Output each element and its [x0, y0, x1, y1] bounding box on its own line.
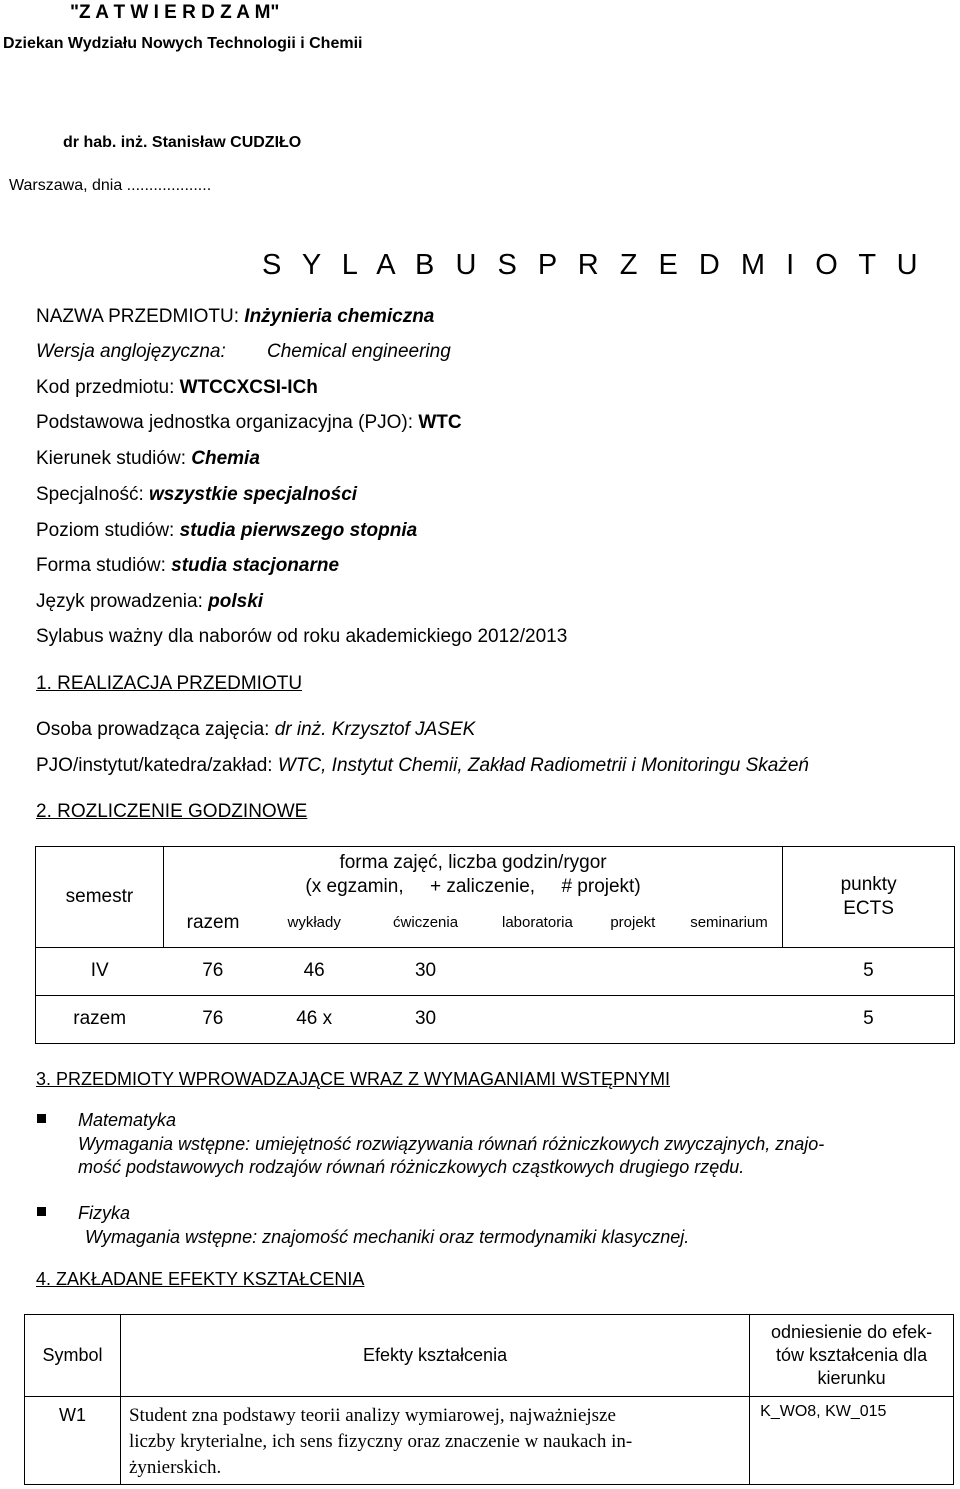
prereq-subject-1: Matematyka [78, 1110, 177, 1130]
odniesienie-header [750, 1315, 954, 1397]
bullet-icon [37, 1114, 46, 1123]
date-line: Warszawa, dnia ................... [9, 177, 212, 194]
row-projekt [590, 947, 676, 995]
level-value: studia pierwszego stopnia [179, 520, 418, 541]
specialty-line [36, 484, 357, 506]
prereq-req-1a: Wymagania wstępne: umiejętność rozwiązywania równań różniczkowych zwyczajnych, znajo- [78, 1134, 825, 1154]
forma-header [163, 847, 782, 900]
outcome-line-2: liczby kryterialne, ich sens fizyczny oraz znaczenie w naukach in- [128, 1431, 633, 1452]
row-semestr: IV [36, 947, 164, 995]
projekt-header: projekt [590, 899, 676, 947]
table-row [36, 995, 955, 1043]
signer-name: dr hab. inż. Stanisław CUDZIŁO [63, 134, 302, 151]
efekty-header: Efekty kształcenia [120, 1315, 749, 1397]
lecturer-line [36, 719, 475, 741]
ects-line-2: ECTS [843, 897, 894, 919]
row-semestr: razem [36, 995, 164, 1043]
hours-table [35, 846, 955, 1044]
row-razem: 76 [163, 995, 262, 1043]
ects-line-1: punkty [840, 873, 897, 895]
dean-title: Dziekan Wydziału Nowych Technologii i Chemii [3, 35, 363, 52]
course-code-value: WTCCXCSI-ICh [179, 377, 318, 398]
row-laboratoria [485, 995, 590, 1043]
odniesienie-line-1: odniesienie do efek- [771, 1322, 933, 1342]
bullet-icon [37, 1207, 46, 1216]
odniesienie-line-2: tów kształcenia dla [776, 1345, 928, 1365]
outcomes-table [24, 1314, 954, 1485]
outcomes-header-row [25, 1315, 954, 1397]
symbol-header: Symbol [25, 1315, 121, 1397]
section-2-heading: 2. ROZLICZENIE GODZINOWE [36, 801, 308, 822]
form-value: studia stacjonarne [171, 555, 340, 576]
row-laboratoria [485, 947, 590, 995]
pjo-line [36, 412, 462, 434]
specialty-label: Specjalność: [36, 484, 150, 505]
odniesienie-line-3: kierunku [817, 1368, 886, 1388]
level-line [36, 520, 417, 542]
field-label: Kierunek studiów: [36, 448, 192, 469]
table-row [25, 1397, 954, 1485]
outcome-ref: K_WO8, KW_015 [750, 1397, 954, 1485]
unit-label: PJO/instytut/katedra/zakład: [36, 755, 278, 776]
forma-line-1: forma zajęć, liczba godzin/rygor [339, 852, 607, 873]
razem-header: razem [163, 899, 262, 947]
row-razem: 76 [202, 960, 224, 981]
row-ects: 5 [783, 947, 955, 995]
prereq-subject-2: Fizyka [78, 1203, 131, 1223]
row-seminarium [676, 947, 783, 995]
specialty-value: wszystkie specjalności [149, 484, 358, 505]
cwiczenia-header: ćwiczenia [366, 899, 485, 947]
row-wyklady: 46 [303, 960, 325, 981]
wyklady-header: wykłady [262, 899, 366, 947]
outcome-line-3: żynierskich. [128, 1457, 222, 1478]
unit-value: WTC, Instytut Chemii, Zakład Radiometrii i Monitoringu Skażeń [277, 755, 809, 776]
language-label: Język prowadzenia: [36, 591, 209, 612]
hours-header-row [36, 847, 955, 900]
course-name-label: NAZWA PRZEDMIOTU: [36, 306, 245, 327]
page-title: S Y L A B U S P R Z E D M I O T U [262, 249, 925, 281]
seminarium-header: seminarium [676, 899, 783, 947]
outcome-symbol: W1 [25, 1397, 121, 1485]
row-cwiczenia: 30 [366, 995, 485, 1043]
row-projekt [590, 995, 676, 1043]
laboratoria-header: laboratoria [485, 899, 590, 947]
outcome-text [120, 1397, 749, 1485]
unit-line [36, 755, 809, 777]
lecturer-value: dr inż. Krzysztof JASEK [274, 719, 476, 740]
row-cwiczenia: 30 [414, 960, 437, 981]
english-name-label: Wersja anglojęzyczna: [36, 341, 226, 362]
course-name-value: Inżynieria chemiczna [244, 306, 435, 327]
row-wyklady: 46 x [262, 995, 366, 1043]
pjo-label: Podstawowa jednostka organizacyjna (PJO): [36, 412, 419, 433]
ects-header [783, 847, 955, 948]
form-label: Forma studiów: [36, 555, 172, 576]
course-code-label: Kod przedmiotu: [36, 377, 180, 398]
section-1-heading: 1. REALIZACJA PRZEDMIOTU [36, 673, 303, 694]
semestr-header: semestr [36, 847, 164, 948]
row-seminarium [676, 995, 783, 1043]
language-line [36, 591, 263, 613]
table-row [36, 947, 955, 995]
language-value: polski [208, 591, 264, 612]
forma-line-2: (x egzamin, + zaliczenie, # projekt) [305, 876, 641, 897]
course-code-line [36, 377, 318, 399]
course-name-line [36, 306, 434, 328]
section-3-heading: 3. PRZEDMIOTY WPROWADZAJĄCE WRAZ Z WYMAGANIAMI WSTĘPNYMI [36, 1069, 671, 1089]
approve-label: "Z A T W I E R D Z A M" [70, 2, 280, 23]
prereq-req-2a: Wymagania wstępne: znajomość mechaniki oraz termodynamiki klasycznej. [85, 1227, 690, 1247]
level-label: Poziom studiów: [36, 520, 180, 541]
validity-line: Sylabus ważny dla naborów od roku akademickiego 2012/2013 [36, 626, 568, 647]
form-line [36, 555, 339, 577]
field-value: Chemia [191, 448, 260, 469]
prereq-req-1b: mość podstawowych rodzajów równań różniczkowych cząstkowych drugiego rzędu. [78, 1157, 745, 1177]
outcome-line-1: Student zna podstawy teorii analizy wymiarowej, najważniejsze [128, 1405, 616, 1426]
pjo-value: WTC [418, 412, 462, 433]
row-ects: 5 [783, 995, 955, 1043]
section-4-heading: 4. ZAKŁADANE EFEKTY KSZTAŁCENIA [36, 1269, 365, 1289]
field-line [36, 448, 260, 470]
lecturer-label: Osoba prowadząca zajęcia: [36, 719, 275, 740]
english-name-value: Chemical engineering [267, 341, 451, 362]
